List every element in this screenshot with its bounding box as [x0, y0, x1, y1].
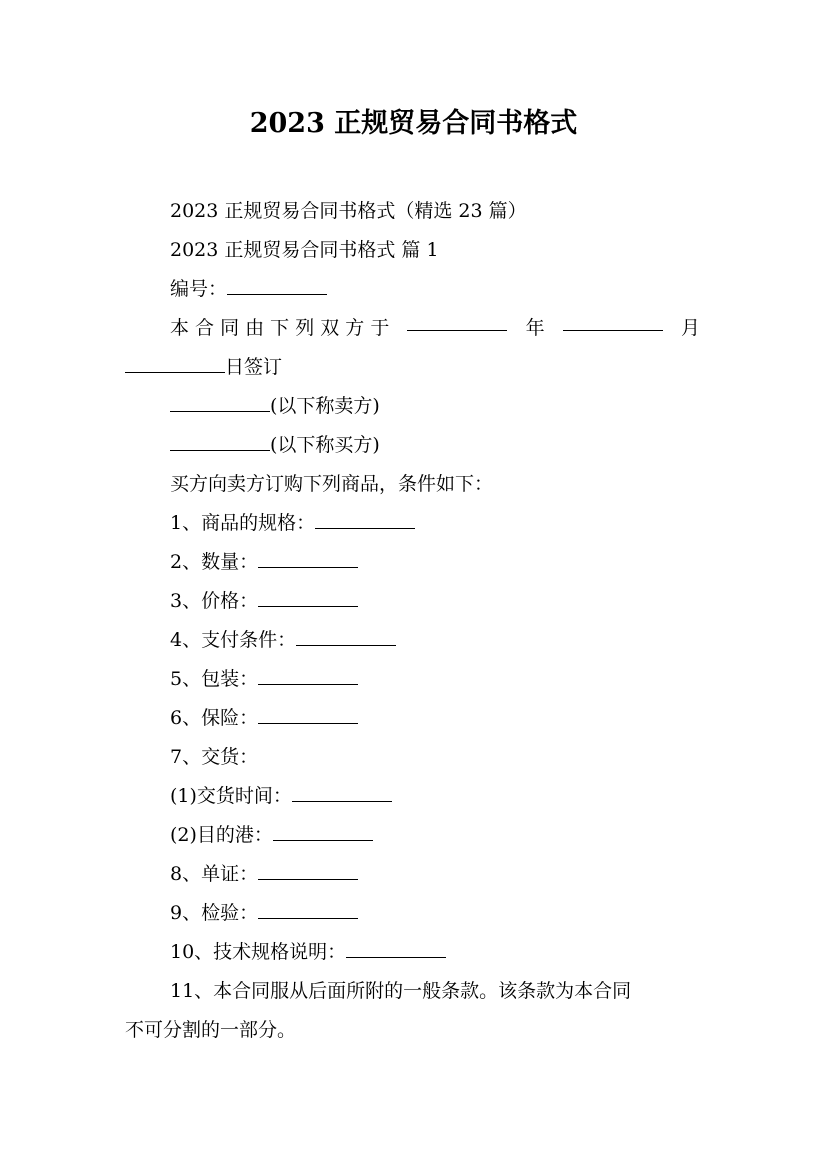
day-blank	[125, 356, 225, 373]
item-blank	[258, 902, 358, 919]
item-label: (2)目的港：	[170, 824, 273, 846]
item-blank	[346, 941, 446, 958]
item-label: 9、检验：	[170, 902, 259, 924]
item-blank	[258, 707, 358, 724]
item-line	[170, 821, 373, 849]
item-blank	[258, 668, 358, 685]
document-title: 2023 正规贸易合同书格式	[249, 108, 578, 139]
item-line	[170, 665, 358, 693]
item-label: 1、商品的规格：	[170, 512, 316, 534]
item-label: 2、数量：	[170, 551, 259, 573]
item-blank	[258, 590, 358, 607]
item-label: 6、保险：	[170, 707, 259, 729]
month-label: 月	[680, 317, 700, 339]
day-label: 日签订	[225, 356, 283, 378]
number-line	[170, 275, 327, 303]
item-line	[170, 938, 446, 966]
item-line	[170, 743, 258, 771]
item-line	[170, 860, 358, 888]
number-label: 编号：	[170, 278, 228, 300]
item-label: 7、交货：	[170, 746, 259, 768]
item-label: 3、价格：	[170, 590, 259, 612]
month-blank	[563, 314, 663, 331]
item-label: 8、单证：	[170, 863, 259, 885]
order-text: 买方向卖方订购下列商品，条件如下：	[170, 473, 494, 495]
intro-line	[170, 314, 700, 342]
item-line	[170, 548, 358, 576]
item-blank	[315, 512, 415, 529]
item-line	[170, 899, 358, 927]
item-blank	[273, 824, 373, 841]
item-blank	[296, 629, 396, 646]
item-label: 5、包装：	[170, 668, 259, 690]
seller-blank	[170, 395, 270, 412]
year-blank	[407, 314, 507, 331]
item-blank	[258, 551, 358, 568]
buyer-line	[170, 431, 380, 459]
item-line	[170, 626, 396, 654]
day-line	[125, 353, 282, 381]
item-blank	[258, 863, 358, 880]
buyer-blank	[170, 434, 270, 451]
item-label: 10、技术规格说明：	[170, 941, 347, 963]
item-line	[170, 587, 358, 615]
document-subtitle: 2023 正规贸易合同书格式（精选 23 篇）	[170, 200, 527, 222]
seller-line	[170, 392, 380, 420]
item-line	[170, 782, 392, 810]
number-blank	[227, 278, 327, 295]
clause11-line2: 不可分割的一部分。	[125, 1019, 297, 1041]
buyer-label: (以下称买方)	[270, 434, 380, 456]
item-label: (1)交货时间：	[170, 785, 292, 807]
year-label: 年	[525, 317, 545, 339]
clause11-line1: 11、本合同服从后面所附的一般条款。该条款为本合同	[170, 980, 632, 1002]
item-label: 4、支付条件：	[170, 629, 297, 651]
item-blank	[292, 785, 392, 802]
item-line	[170, 509, 415, 537]
section-heading: 2023 正规贸易合同书格式 篇 1	[170, 239, 439, 261]
seller-label: (以下称卖方)	[270, 395, 380, 417]
item-line	[170, 704, 358, 732]
intro-prefix: 本 合 同 由 下 列 双 方 于	[170, 317, 390, 339]
